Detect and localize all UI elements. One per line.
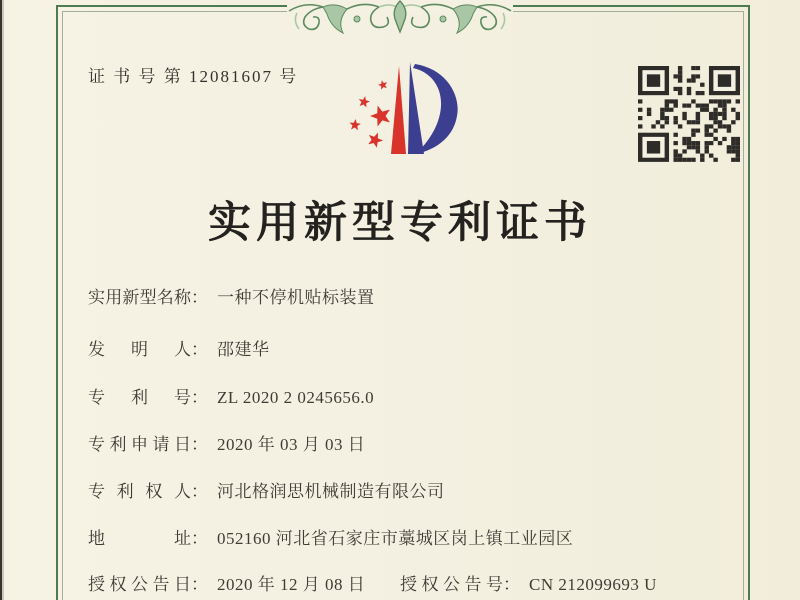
field-label: 地址	[88, 529, 191, 548]
field-colon: ：	[191, 340, 208, 359]
field-colon: ：	[503, 575, 520, 594]
field-row-name	[88, 283, 750, 307]
field-value: 2020 年 03 月 03 日	[217, 435, 366, 454]
field-value: 河北格润思机械制造有限公司	[217, 482, 445, 501]
grant-number-label: 授权公告号	[400, 575, 503, 594]
certificate-number: 证 书 号 第 12081607 号	[88, 67, 299, 86]
field-colon: ：	[191, 388, 208, 407]
field-label: 发明人	[88, 340, 191, 359]
cnipa-patent-logo-icon	[333, 52, 483, 170]
field-row-patent-number	[88, 383, 750, 407]
field-value: 2020 年 12 月 08 日	[217, 575, 366, 594]
qr-code-icon	[638, 66, 740, 162]
field-value: 一种不停机贴标装置	[217, 288, 375, 307]
field-label: 授权公告日	[88, 575, 191, 594]
field-row-inventor	[88, 335, 750, 359]
field-colon: ：	[191, 435, 208, 454]
field-colon: ：	[191, 482, 208, 501]
floral-ornament-icon	[287, 0, 513, 37]
field-colon: ：	[191, 575, 208, 594]
field-label: 专利权人	[88, 482, 191, 501]
field-row-grant	[88, 570, 750, 594]
grant-number-value: CN 212099693 U	[529, 575, 657, 594]
certificate-title: 实用新型专利证书	[208, 200, 592, 247]
field-colon: ：	[191, 529, 208, 548]
field-row-address	[88, 524, 750, 548]
field-label: 实用新型名称	[88, 288, 191, 307]
field-value: ZL 2020 2 0245656.0	[217, 388, 375, 407]
field-colon: ：	[191, 288, 208, 307]
field-label: 专利申请日	[88, 435, 191, 454]
field-label: 专利号	[88, 388, 191, 407]
field-row-filing-date	[88, 430, 750, 454]
scan-edge-highlight	[2, 0, 4, 600]
field-row-patentee	[88, 477, 750, 501]
field-value: 邵建华	[217, 340, 270, 359]
field-value: 052160 河北省石家庄市藁城区岗上镇工业园区	[217, 529, 574, 548]
